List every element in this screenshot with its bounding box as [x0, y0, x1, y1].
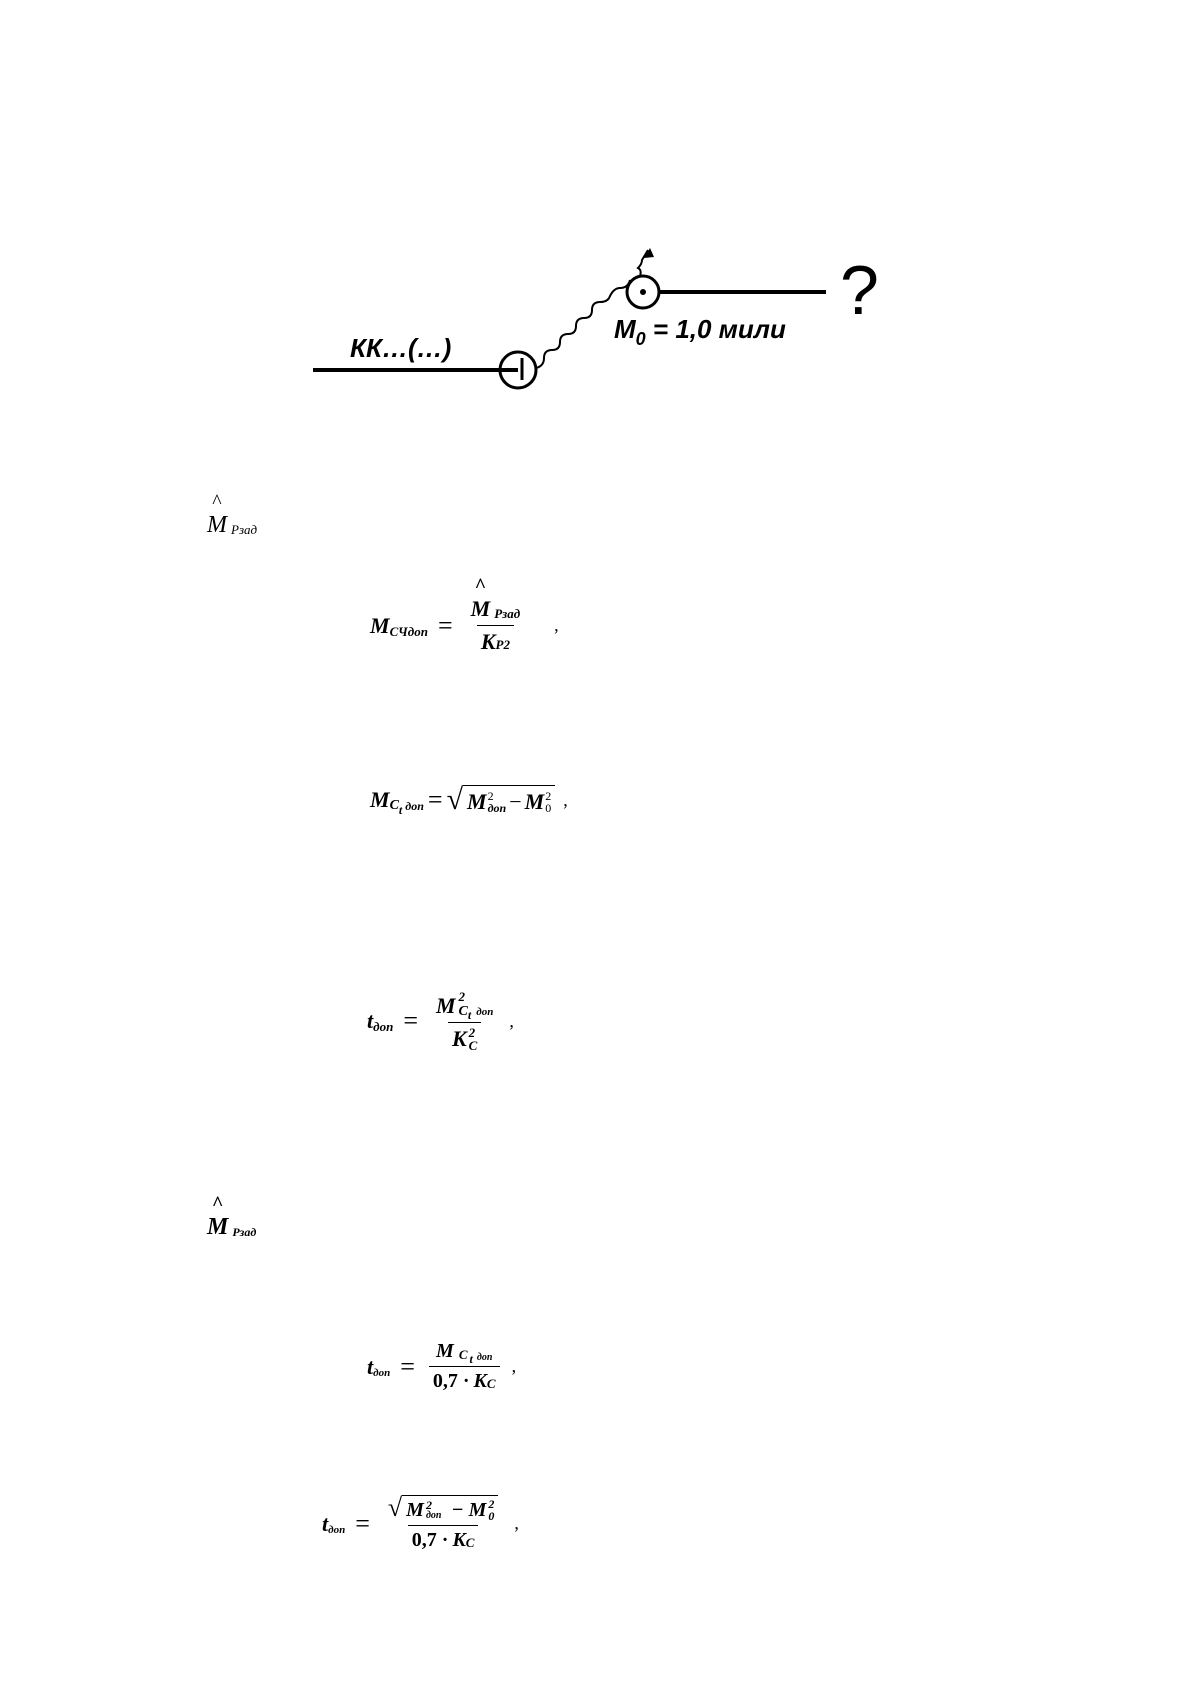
f3-num-sub-t: t	[467, 1008, 472, 1022]
mhat-2-main: M	[207, 1214, 229, 1240]
f5-lhs-sub: доп	[328, 1523, 346, 1536]
maneuver-diagram	[0, 0, 1191, 470]
f2-lhs-main: M	[370, 787, 390, 812]
f5-minus-m: − M	[451, 1498, 487, 1521]
f3-num-sup: 2	[458, 989, 466, 1004]
hat-symbol-2: ^	[211, 1193, 224, 1215]
f2-term1-sub: доп	[487, 800, 507, 815]
mhat-label-2	[207, 1193, 257, 1241]
formula-m-sch-dop	[370, 575, 559, 655]
formula-t-dop-linear	[367, 1340, 516, 1393]
f5-term1-sub: доп	[425, 1510, 442, 1521]
f1-hat: ^	[474, 575, 487, 597]
mhat-2-sub: Рзад	[232, 1225, 257, 1239]
formula-m-ct-dop	[370, 785, 568, 815]
f1-den-sub: Р2	[495, 637, 510, 652]
f2-radical-sign: √	[446, 783, 464, 816]
f3-lhs-sub: доп	[373, 1019, 394, 1034]
f1-denominator	[477, 625, 514, 655]
f2-lhs-sub-c: C	[389, 798, 399, 813]
f5-equals: =	[355, 1508, 370, 1538]
f5-fraction	[384, 1495, 503, 1552]
f2-term1-main: M	[467, 788, 487, 814]
f5-term2-sup: 2	[488, 1497, 495, 1511]
distance-label	[614, 314, 786, 349]
f2-term2-sub: 0	[545, 800, 552, 815]
f1-comma: ,	[554, 615, 559, 635]
f2-lhs-sub-rest: доп	[405, 798, 424, 813]
f3-numerator	[432, 990, 497, 1022]
end-point-dot	[640, 289, 646, 295]
f4-num-main: M	[436, 1340, 454, 1362]
formula-t-dop-sqrt	[322, 1495, 519, 1552]
f4-num-sub-rest: доп	[476, 1352, 493, 1363]
f4-den-main: K	[473, 1370, 487, 1392]
f4-num-sub-t: t	[469, 1352, 473, 1366]
f5-term1-main: M	[406, 1498, 424, 1521]
f4-den-sub: C	[486, 1376, 496, 1391]
f2-equals: =	[427, 785, 443, 814]
f5-den-coef: 0,7 ·	[411, 1529, 449, 1551]
f2-minus: −	[509, 788, 522, 814]
formula-t-dop-squared	[367, 990, 514, 1052]
f3-fraction	[432, 990, 497, 1052]
mhat-1-sub: Рзад	[231, 522, 258, 537]
distance-label-sub: 0	[635, 329, 646, 349]
distance-label-rest: = 1,0 мили	[645, 314, 786, 344]
f3-comma: ,	[509, 1010, 514, 1031]
f4-equals: =	[400, 1351, 415, 1381]
f1-num-main: M	[470, 596, 491, 621]
f4-lhs-main: t	[367, 1353, 374, 1379]
mhat-label-1	[207, 491, 258, 539]
f2-comma: ,	[563, 789, 568, 810]
f5-term2-sub: 0	[488, 1509, 495, 1523]
f3-num-sub-c: C	[458, 1004, 468, 1019]
f2-term1-sup: 2	[487, 788, 494, 803]
f1-numerator	[467, 575, 525, 625]
f1-lhs-main: M	[370, 612, 390, 638]
course-label: КК…(…)	[350, 333, 452, 363]
f2-sqrt	[447, 785, 556, 815]
f3-den-sub: C	[468, 1038, 478, 1053]
mhat-1-main: M	[207, 512, 227, 538]
f5-den-sub: C	[465, 1535, 475, 1550]
f1-lhs-sub: СЧдоп	[389, 623, 428, 639]
f3-den-main: K	[451, 1026, 467, 1051]
f3-num-sub-rest: доп	[476, 1006, 494, 1018]
f2-term2-sup: 2	[545, 788, 552, 803]
f5-radical-sign: √	[387, 1493, 403, 1522]
f5-numerator	[384, 1495, 503, 1525]
f5-comma: ,	[514, 1513, 519, 1533]
f4-lhs-sub: доп	[373, 1366, 391, 1379]
f4-den-coef: 0,7 ·	[432, 1370, 470, 1392]
f5-lhs-main: t	[322, 1510, 329, 1536]
hat-symbol: ^	[212, 491, 222, 513]
f1-equals: =	[437, 610, 453, 640]
f5-den-main: K	[452, 1529, 466, 1551]
f4-num-sub-c: C	[458, 1347, 468, 1362]
f4-fraction	[429, 1340, 500, 1393]
f5-sqrt	[388, 1495, 499, 1522]
f4-comma: ,	[511, 1356, 517, 1376]
f2-radicand	[463, 785, 555, 815]
f4-denominator	[429, 1366, 500, 1393]
f1-num-sub: Рзад	[494, 606, 521, 621]
f3-lhs-main: t	[367, 1008, 374, 1033]
f2-lhs-sub-t: t	[398, 802, 403, 817]
f3-equals: =	[403, 1006, 418, 1035]
question-mark: ?	[840, 251, 879, 329]
f5-radicand	[402, 1495, 498, 1522]
f3-den-sup: 2	[468, 1025, 476, 1040]
f1-fraction	[467, 575, 525, 655]
f3-num-main: M	[435, 993, 456, 1018]
f2-term2-main: M	[524, 788, 545, 814]
f5-denominator	[408, 1525, 479, 1552]
f1-den-main: K	[480, 629, 496, 654]
f3-denominator	[448, 1022, 481, 1052]
distance-label-m: M	[614, 314, 636, 344]
f5-term1-sup: 2	[425, 1498, 432, 1512]
f4-numerator	[432, 1340, 496, 1366]
